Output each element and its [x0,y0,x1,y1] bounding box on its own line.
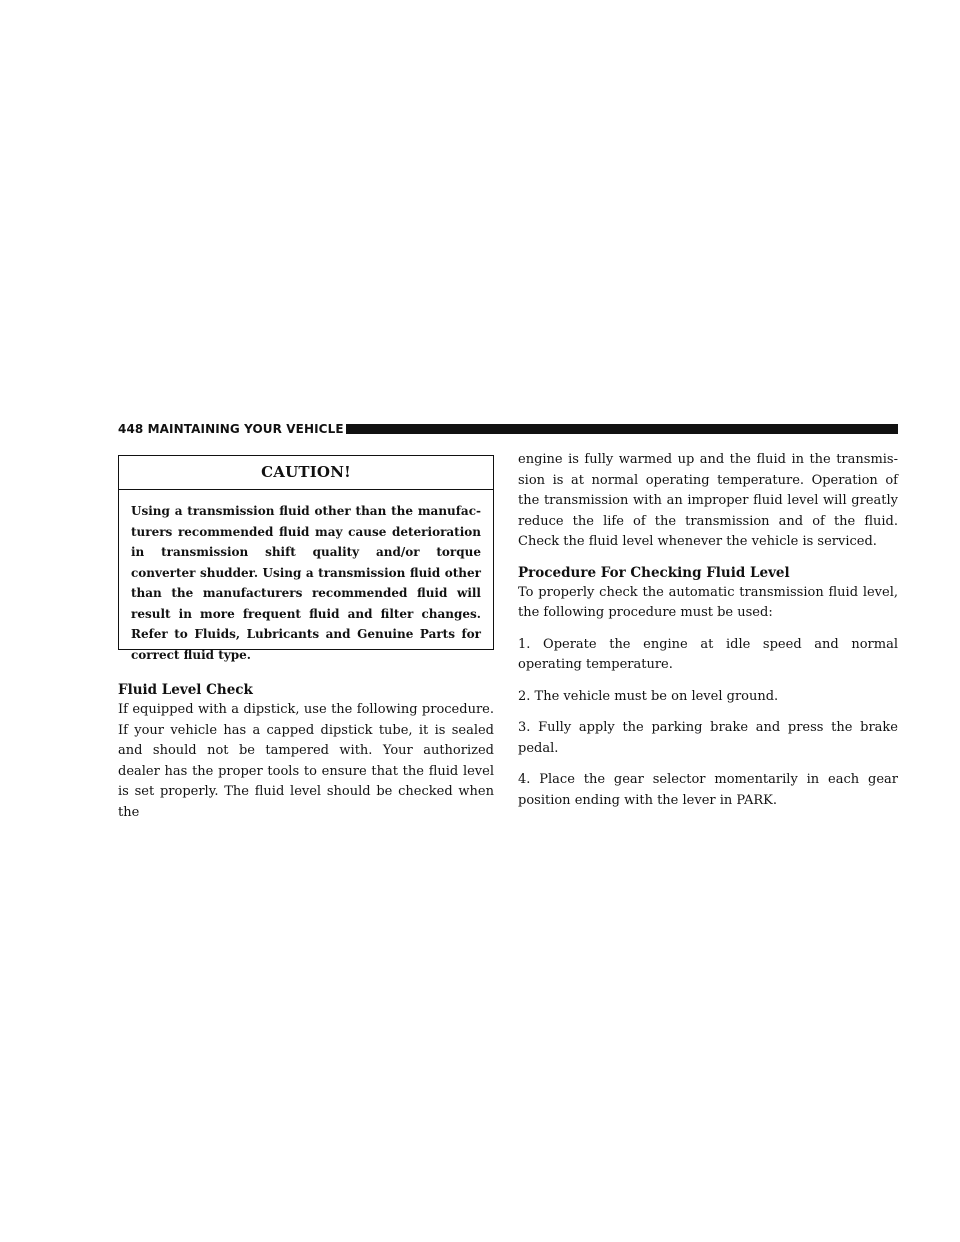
fluid-level-check-heading: Fluid Level Check [118,682,253,698]
page-header [118,420,898,440]
header-rule [346,424,898,434]
continuation-paragraph: engine is fully warmed up and the fluid in the transmis-sion is at normal operating temperature. Operation of the transmission with an improper fluid level will greatly reduce the life of the transmission and of the fluid. Check the fluid level whenever the vehicle is serviced. [518,452,898,549]
procedure-step: 3. Fully apply the parking brake and press the brake pedal. [518,720,898,756]
procedure-step: 4. Place the gear selector momentarily in each gear position ending with the lever in PARK. [518,772,898,808]
fluid-level-check-paragraph: If equipped with a dipstick, use the following procedure. If your vehicle has a capped dipstick tube, it is sealed and should not be tampered with. Your authorized dealer has the proper tools to ensure that the fluid level is set properly. The fluid level should be checked when the [118,702,494,820]
procedure-heading: Procedure For Checking Fluid Level [518,564,790,581]
procedure-intro: To properly check the automatic transmission fluid level, the following procedure must be used: [518,584,898,620]
left-column [118,680,494,823]
procedure-step: 2. The vehicle must be on level ground. [518,688,779,704]
page-number-section-title: 448 MAINTAINING YOUR VEHICLE [118,422,344,436]
procedure-step: 1. Operate the engine at idle speed and normal operating temperature. [518,636,898,672]
caution-title: CAUTION! [119,456,493,490]
caution-text: Using a transmission fluid other than the manufac-turers recommended fluid may cause deterioration in transmission shift quality and/or torque converter shudder. Using a transmission fluid other than the manufacturers recommended fluid will result in more frequent fluid and filter changes. Refer to Fluids, Lubricants and Genuine Parts for correct fluid type. [131,504,481,662]
right-column [518,450,898,811]
caution-box [118,455,494,662]
